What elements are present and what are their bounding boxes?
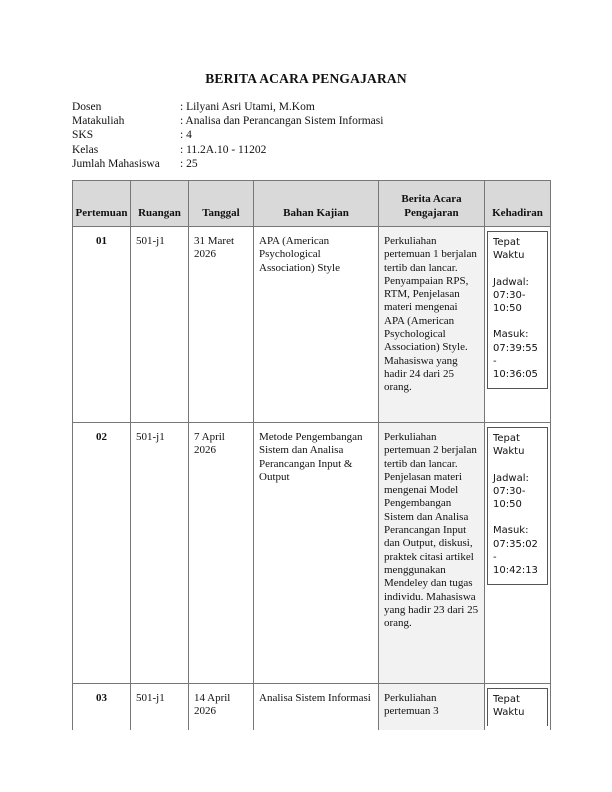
tanggal-cell: 14 April 2026 bbox=[189, 684, 254, 730]
info-row-sks bbox=[72, 128, 383, 142]
info-row-dosen bbox=[72, 100, 383, 114]
checkin-label: Masuk: bbox=[493, 525, 529, 537]
kehadiran-cell bbox=[485, 227, 551, 423]
berita-acara-cell: Perkuliahan pertemuan 1 berjalan tertib dan lancar. Penyampaian RPS, RTM, Penjelasan materi mengenai APA (American Psychological Association) Style. Mahasiswa yang hadir 24 dari 25 orang. bbox=[379, 227, 485, 423]
column-header-kehadiran: Kehadiran bbox=[485, 181, 551, 227]
checkin-time: 07:35:02 - 10:42:13 bbox=[493, 538, 538, 577]
table-row bbox=[73, 423, 551, 684]
tanggal-cell: 31 Maret 2026 bbox=[189, 227, 254, 423]
attendance-status: Tepat Waktu bbox=[493, 433, 525, 458]
document-title: BERITA ACARA PENGAJARAN bbox=[205, 71, 407, 86]
kehadiran-cell bbox=[485, 684, 551, 730]
table-row bbox=[73, 684, 551, 730]
schedule-time: 07:30-10:50 bbox=[493, 289, 526, 315]
bahan-kajian-cell: Analisa Sistem Informasi bbox=[254, 684, 379, 730]
ruangan-cell: 501-j1 bbox=[131, 423, 189, 684]
bahan-kajian-cell: Metode Pengembangan Sistem dan Analisa Perancangan Input & Output bbox=[254, 423, 379, 684]
info-label: Jumlah Mahasiswa bbox=[72, 157, 160, 170]
teaching-record-table bbox=[72, 180, 551, 730]
column-header-bahan-kajian: Bahan Kajian bbox=[254, 181, 379, 227]
kehadiran-cell bbox=[485, 423, 551, 684]
bahan-kajian-cell: APA (American Psychological Association) Style bbox=[254, 227, 379, 423]
info-label: Dosen bbox=[72, 101, 102, 113]
info-row-jumlah-mahasiswa bbox=[72, 157, 383, 171]
info-value: : 4 bbox=[180, 129, 192, 142]
column-header-berita-acara: Berita Acara Pengajaran bbox=[379, 181, 485, 227]
info-value: : 25 bbox=[180, 157, 198, 170]
info-label: SKS bbox=[72, 129, 94, 142]
schedule-label: Jadwal: bbox=[493, 276, 529, 288]
table-row bbox=[73, 227, 551, 423]
attendance-status: Tepat Waktu bbox=[493, 694, 525, 719]
pertemuan-cell: 03 bbox=[73, 684, 131, 730]
info-row-matakuliah bbox=[72, 114, 383, 128]
info-label: Kelas bbox=[72, 143, 99, 156]
tanggal-cell: 7 April 2026 bbox=[189, 423, 254, 684]
info-value: : 11.2A.10 - 11202 bbox=[180, 143, 267, 156]
info-row-kelas bbox=[72, 143, 383, 157]
table-header-row bbox=[73, 181, 551, 227]
pertemuan-cell: 02 bbox=[73, 423, 131, 684]
ruangan-cell: 501-j1 bbox=[131, 684, 189, 730]
column-header-pertemuan: Pertemuan bbox=[73, 181, 131, 227]
course-info bbox=[72, 100, 383, 171]
attendance-box bbox=[487, 427, 548, 585]
berita-acara-cell: Perkuliahan pertemuan 3 bbox=[379, 684, 485, 730]
attendance-status: Tepat Waktu bbox=[493, 237, 525, 262]
pertemuan-cell: 01 bbox=[73, 227, 131, 423]
column-header-tanggal: Tanggal bbox=[189, 181, 254, 227]
info-value: : Analisa dan Perancangan Sistem Informasi bbox=[180, 115, 384, 128]
checkin-label: Masuk: bbox=[493, 329, 529, 341]
ruangan-cell: 501-j1 bbox=[131, 227, 189, 423]
schedule-time: 07:30-10:50 bbox=[493, 485, 526, 511]
attendance-box bbox=[487, 688, 548, 726]
attendance-box bbox=[487, 231, 548, 389]
info-label: Matakuliah bbox=[72, 115, 125, 128]
berita-acara-cell: Perkuliahan pertemuan 2 berjalan tertib dan lancar. Penjelasan materi mengenai Model Pengembangan Sistem dan Analisa Perancangan Input dan Output, diskusi, praktek citasi artikel menggunakan Mendeley dan tugas individu. Mahasiswa yang hadir 23 dari 25 orang. bbox=[379, 423, 485, 684]
info-value: : Lilyani Asri Utami, M.Kom bbox=[180, 101, 315, 113]
column-header-ruangan: Ruangan bbox=[131, 181, 189, 227]
schedule-label: Jadwal: bbox=[493, 472, 529, 484]
checkin-time: 07:39:55 - 10:36:05 bbox=[493, 342, 538, 381]
